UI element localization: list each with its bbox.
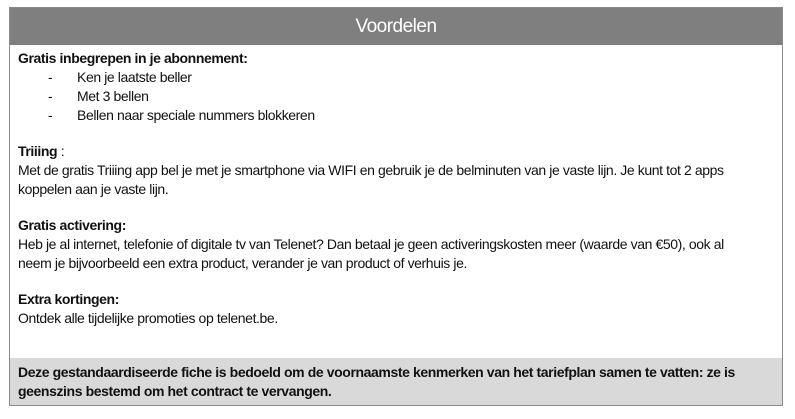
activation-section [18, 216, 774, 273]
triiing-line: koppelen aan je vaste lijn. [18, 181, 169, 197]
triiing-heading: Triiing [18, 143, 58, 159]
included-list [18, 68, 774, 125]
card-header [10, 8, 782, 45]
list-item-text: Met 3 bellen [77, 88, 149, 104]
triiing-heading-suffix: : [57, 143, 65, 159]
disclaimer-line: geenszins bestemd om het contract te vervangen. [18, 383, 332, 399]
bullet-dash: - [48, 107, 53, 123]
discounts-heading: Extra kortingen: [18, 291, 119, 307]
disclaimer-footer [10, 358, 782, 405]
list-item-text: Bellen naar speciale nummers blokkeren [77, 107, 315, 123]
card-body [10, 45, 782, 328]
activation-line: Heb je al internet, telefonie of digitale tv van Telenet? Dan betaal je geen activeringskosten meer (waarde van €50), ook al [18, 236, 724, 252]
disclaimer-line: Deze gestandaardiseerde fiche is bedoeld om de voornaamste kenmerken van het tariefplan samen te vatten: ze is [18, 364, 735, 380]
included-section [18, 49, 774, 125]
triiing-heading-row [18, 142, 774, 161]
activation-line: neem je bijvoorbeeld een extra product, verander je van product of verhuis je. [18, 255, 467, 271]
card-title: Voordelen [355, 16, 437, 37]
discounts-section [18, 290, 774, 328]
benefits-card [9, 7, 783, 406]
discounts-line: Ontdek alle tijdelijke promoties op telenet.be. [18, 310, 278, 326]
bullet-dash: - [48, 88, 53, 104]
list-item [18, 106, 774, 125]
list-item [18, 87, 774, 106]
activation-heading: Gratis activering: [18, 217, 126, 233]
bullet-dash: - [48, 69, 53, 85]
list-item [18, 68, 774, 87]
triiing-section [18, 142, 774, 199]
triiing-line: Met de gratis Triiing app bel je met je smartphone via WIFI en gebruik je de belminuten van je vaste lijn. Je kunt tot 2 apps [18, 162, 724, 178]
included-heading: Gratis inbegrepen in je abonnement: [18, 50, 248, 66]
list-item-text: Ken je laatste beller [77, 69, 192, 85]
